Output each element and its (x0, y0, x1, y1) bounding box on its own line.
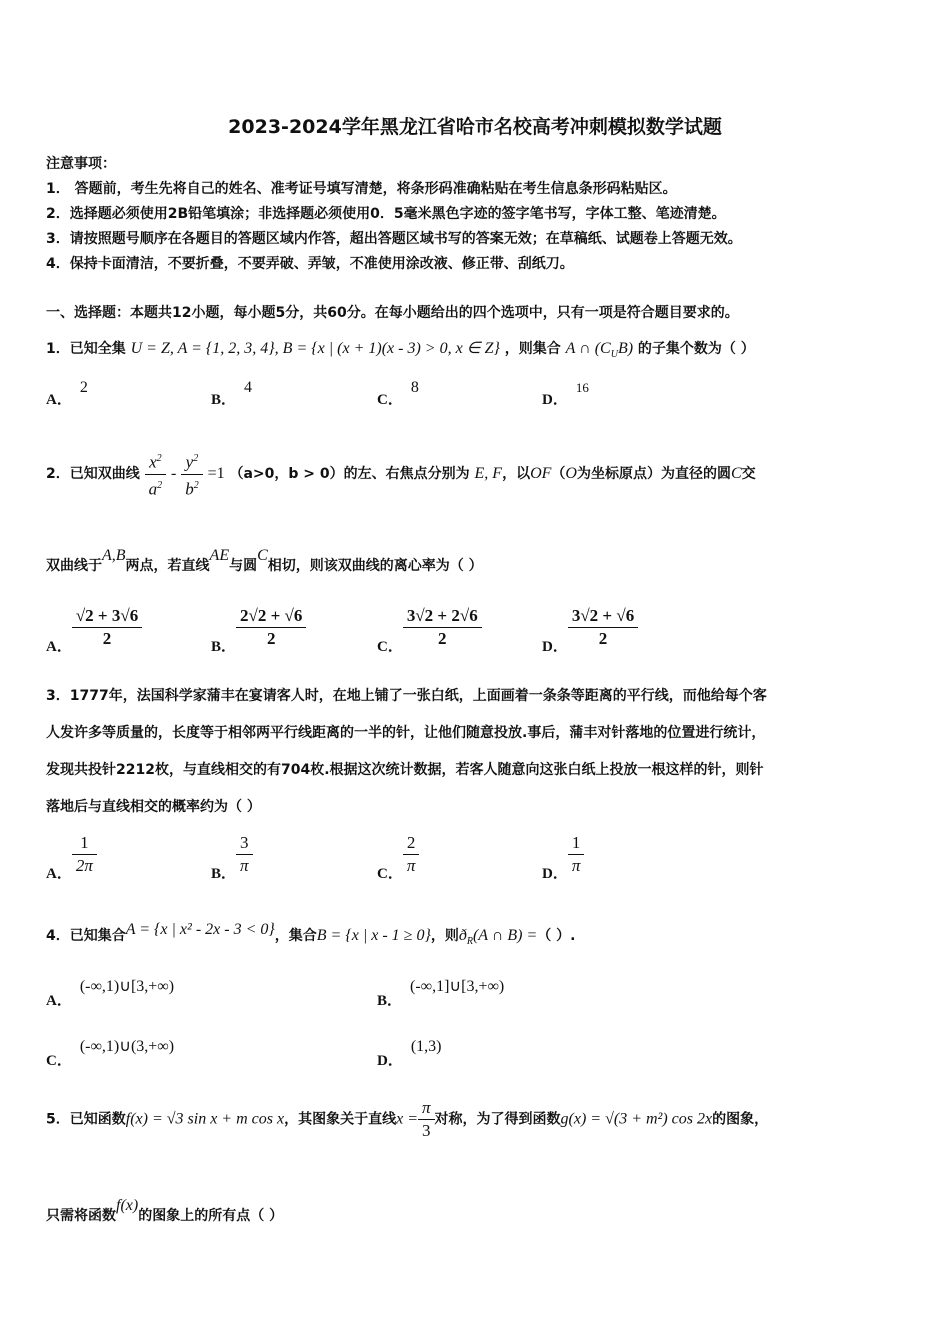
q4-option-a[interactable]: A．(-∞,1)∪[3,+∞) (46, 978, 175, 1009)
question-4: 4．已知集合A = {x | x² - 2x - 3 < 0}，集合B = {x | x - 1 ≥ 0}，则$ð_R(A$ ∩ B) =（ ）. (46, 921, 576, 948)
section-heading: 一、选择题：本题共12小题，每小题5分，共60分。在每小题给出的四个选项中，只有一项是符合题目要求的。 (46, 305, 739, 321)
q1-prefix: 1．已知全集 (46, 341, 126, 357)
q3-option-d[interactable]: D． $\frac{1}{\pi}$ (542, 832, 584, 877)
q2-frac-y: $\frac{y^2}{b^2}$ (181, 448, 203, 500)
q4-option-d[interactable]: D．(1,3) (377, 1038, 442, 1069)
notice-item: 1． 答题前，考生先将自己的姓名、准考证号填写清楚，将条形码准确粘贴在考生信息条形码粘贴区。 (46, 181, 677, 197)
q1-mid: ，则集合 (504, 341, 561, 357)
question-1 (46, 338, 755, 360)
notice-item: 4．保持卡面清洁，不要折叠，不要弄破、弄皱，不准使用涂改液、修正带、刮纸刀。 (46, 256, 574, 272)
q2-prefix: 2．已知双曲线 (46, 466, 140, 483)
notice-item: 2．选择题必须使用2B铅笔填涂；非选择题必须使用0．5毫米黑色字迹的签字笔书写，字体工整、笔迹清楚。 (46, 206, 726, 222)
notice-heading: 注意事项： (46, 156, 116, 172)
q3-option-b[interactable]: B． $\frac{3}{\pi}$ (211, 832, 253, 877)
q5-frac: $\frac{\pi}{3}$ (418, 1097, 435, 1142)
q1-option-b[interactable]: B．4 (211, 379, 253, 408)
q4-set-a: A = {x | x² - 2x - 3 < 0} (125, 921, 275, 938)
question-2-line2: 双曲线于A,B两点，若直线AE与圆C相切，则该双曲线的离心率为（ ） (46, 547, 483, 574)
question-3: 3．1777年，法国科学家蒲丰在宴请客人时，在地上铺了一张白纸，上面画着一条条等距离的平行线，而他给每个客 人发许多等质量的，长度等于相邻两平行线距离的一半的针，让他们随意投放.事后，蒲丰对针落地的位置进行统计， 发现共投针2212枚，与直线相交的有704枚.根据这次统计数据，若客人随意向这张白纸上投放一根这样的针，则针 落地后与直线相交的概率约为（ ） (46, 688, 767, 815)
q2-option-a[interactable]: A． $\frac{√2 + 3√6}{2}$ (46, 605, 142, 650)
question-2: 2．已知双曲线 $\frac{x^2}{a^2}$ - $\frac{y^2}{b^2}$ =1 （a>0，b > 0）的左、右焦点分别为 E, F，以OF（O为坐标原点）为直径的圆C交 (46, 448, 756, 500)
q1-post: 的子集个数为（ ） (637, 341, 755, 357)
q4-expr: $ð_R(A$ ∩ B) = (458, 927, 538, 948)
q2-cond: （a>0，b > 0）的左、右焦点分别为 (229, 466, 470, 483)
q4-set-b: B = {x | x - 1 ≥ 0} (316, 927, 431, 944)
q1-sets: U = Z, A = {1, 2, 3, 4}, B = {x | (x + 1)(x - 3) > 0, x ∈ Z} (130, 340, 500, 357)
q2-option-d[interactable]: D． $\frac{3√2 + √6}{2}$ (542, 605, 638, 650)
q2-option-c[interactable]: C． $\frac{3√2 + 2√6}{2}$ (377, 605, 482, 650)
q1-expr: A ∩ $(C_UB)$ (565, 340, 634, 361)
q1-option-d[interactable]: D．16 (542, 380, 589, 408)
q3-option-a[interactable]: A． $\frac{1}{2\pi}$ (46, 832, 97, 877)
q2-option-b[interactable]: B． $\frac{2√2 + √6}{2}$ (211, 605, 306, 650)
q4-option-b[interactable]: B．(-∞,1]∪[3,+∞) (377, 978, 505, 1009)
q1-option-a[interactable]: A．2 (46, 379, 88, 408)
q4-option-c[interactable]: C．(-∞,1)∪(3,+∞) (46, 1038, 175, 1069)
q1-option-c[interactable]: C．8 (377, 379, 419, 408)
question-5: 5．已知函数f(x) = √3 sin x + m cos x，其图象关于直线x = $\frac{\pi}{3}$ 对称，为了得到函数g(x) = √(3 + m²) cos 2x的图象， (46, 1098, 769, 1140)
q5-f: f(x) = √3 sin x + m cos x (125, 1110, 285, 1128)
page-title: 2023-2024学年黑龙江省哈市名校高考冲刺模拟数学试题 (228, 116, 722, 138)
q2-frac-x: $\frac{x^2}{a^2}$ (145, 448, 167, 500)
question-5-line2: 只需将函数f(x)的图象上的所有点（ ） (46, 1197, 284, 1224)
q3-option-c[interactable]: C． $\frac{2}{\pi}$ (377, 832, 419, 877)
notice-item: 3．请按照题号顺序在各题目的答题区域内作答，超出答题区域书写的答案无效；在草稿纸、试题卷上答题无效。 (46, 231, 742, 247)
q5-g: g(x) = √(3 + m²) cos 2x (560, 1110, 713, 1128)
